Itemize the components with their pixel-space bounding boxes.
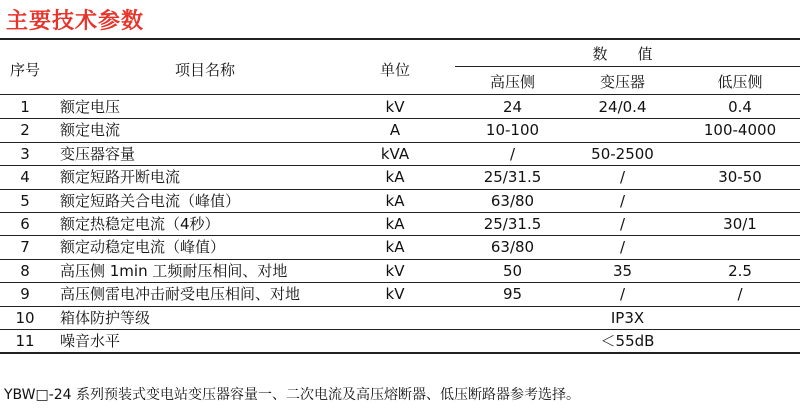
row-index: 1 [20,98,30,116]
row-item-name: 高压侧雷电冲击耐受电压相间、对地 [60,285,301,304]
row-hv-value: / [509,144,516,163]
row-item-name: 额定电压 [60,98,121,116]
row-index: 11 [15,332,35,350]
header-hv-side: 高压侧 [489,73,535,91]
row-transformer-value: / [619,238,626,257]
row-item-name: 变压器容量 [60,144,136,163]
row-lv-value: 30/1 [723,215,757,233]
row-unit: kVA [380,144,410,163]
header-index: 序号 [9,61,40,79]
row-hv-value: 25/31.5 [483,215,542,233]
row-item-name: 额定热稳定电流（4秒） [60,215,220,233]
row-transformer-value [560,118,685,142]
row-item-name: 额定动稳定电流（峰值） [60,238,226,257]
row-lv-value: 30-50 [718,168,762,187]
row-index: 2 [20,121,30,140]
row-hv-value: 63/80 [490,238,535,257]
row-lv-value: 0.4 [728,98,752,116]
row-item-name: 额定短路开断电流 [60,168,181,187]
page-title: 主要技术参数 [6,9,145,34]
header-item: 项目名称 [174,61,235,79]
row-hv-value: 50 [502,261,523,280]
row-lv-value [680,235,800,259]
row-item-name: 箱体防护等级 [60,308,151,327]
table-top-rule [0,38,800,40]
row-hv-value: 25/31.5 [483,168,542,187]
row-transformer-value: 24/0.4 [598,98,647,116]
row-index: 3 [20,144,30,163]
row-unit: kV [385,98,405,116]
row-unit [340,329,450,353]
row-item-name: 额定短路关合电流（峰值） [60,191,241,210]
row-lv-value: 2.5 [728,261,752,280]
row-unit: kA [385,191,405,210]
header-transformer: 变压器 [599,73,645,91]
row-item-name: 高压侧 1min 工频耐压相间、对地 [60,261,288,280]
row-hv-value: 95 [502,285,523,304]
row-transformer-value: / [619,168,626,187]
row-hv-value: 63/80 [490,191,535,210]
row-index: 6 [20,215,30,233]
row-rule [0,352,800,354]
header-unit: 单位 [379,61,410,79]
row-unit: kV [385,261,405,280]
row-unit: kV [385,285,405,304]
row-index: 8 [20,261,30,280]
row-merged-value: IP3X [610,308,645,327]
row-unit: A [389,121,401,140]
row-transformer-value: / [619,191,626,210]
row-unit: kA [385,238,405,257]
row-lv-value [680,189,800,213]
row-unit: kA [385,215,405,233]
row-index: 4 [20,168,30,187]
row-index: 5 [20,191,30,210]
row-item-name: 噪音水平 [60,332,121,350]
header-sub-rule [455,66,800,67]
row-unit [340,306,450,330]
header-lv-side: 低压侧 [717,73,763,91]
row-lv-value [680,142,800,166]
row-transformer-value: 35 [612,261,633,280]
footnote: YBW□-24 系列预装式变电站变压器容量一、二次电流及高压熔断器、低压断路器参考选择。 [4,387,581,403]
row-lv-value: 100-4000 [703,121,777,140]
row-merged-value: ＜55dB [600,332,655,350]
row-index: 7 [20,238,30,257]
header-values-group: 数 值 [592,45,653,63]
row-unit: kA [385,168,405,187]
row-hv-value: 10-100 [485,121,540,140]
row-transformer-value: / [619,215,626,233]
row-item-name: 额定电流 [60,121,121,140]
row-transformer-value: 50-2500 [591,144,654,163]
row-index: 9 [20,285,30,304]
row-hv-value: 24 [502,98,523,116]
row-transformer-value: / [619,285,626,304]
row-lv-value: / [737,285,743,304]
row-index: 10 [15,308,35,327]
